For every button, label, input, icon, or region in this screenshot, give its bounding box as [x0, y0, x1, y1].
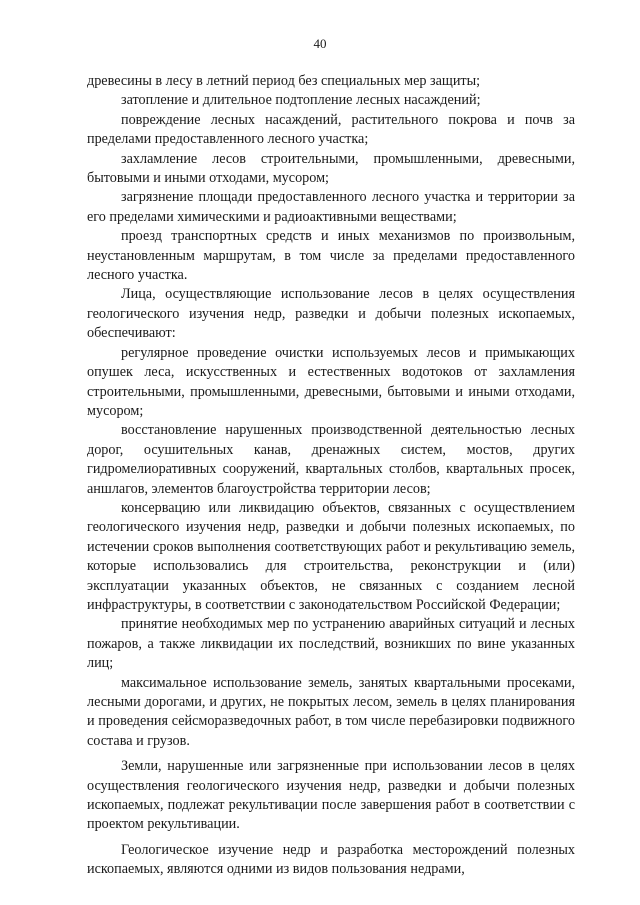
paragraph: Земли, нарушенные или загрязненные при использовании лесов в целях осуществления геологического изучения недр, разведки и добычи полезных ископаемых, подлежат рекультивации после завершения работ в соответствии с проектом рекультивации.	[87, 758, 575, 833]
paragraph: захламление лесов строительными, промышленными, древесными, бытовыми и иными отходами, мусором;	[87, 150, 575, 187]
paragraph: регулярное проведение очистки используемых лесов и примыкающих опушек леса, искусственных и естественных водотоков от захламления строительными, промышленными, древесными, бытовыми и иными отходами, мусором;	[87, 344, 575, 419]
paragraph: повреждение лесных насаждений, растительного покрова и почв за пределами предоставленного лесного участка;	[87, 111, 575, 148]
paragraph: Лица, осуществляющие использование лесов в целях осуществления геологического изучения недр, разведки и добычи полезных ископаемых, обеспечивают:	[87, 286, 575, 342]
paragraph: проезд транспортных средств и иных механизмов по произвольным, неустановленным маршрутам, в том числе за пределами предоставленного лесного участка.	[87, 228, 575, 284]
paragraph: древесины в лесу в летний период без специальных мер защиты;	[87, 73, 481, 89]
page-number: 40	[313, 36, 327, 51]
paragraph: принятие необходимых мер по устранению аварийных ситуаций и лесных пожаров, а также ликвидации их последствий, возникших по вине указанных лиц;	[87, 616, 575, 672]
document-body	[87, 72, 575, 880]
paragraph: затопление и длительное подтопление лесных насаждений;	[121, 92, 481, 109]
paragraph: консервацию или ликвидацию объектов, связанных с осуществлением геологического изучения недр, разведки и добычи полезных ископаемых, по истечении сроков выполнения соответствующих работ и рекультивацию земель, которые использовались для строительства, реконструкции и (или) эксплуатации указанных объектов, не связанных с созданием лесной инфраструктуры, в соответствии с законодательством Российской Федерации;	[87, 499, 575, 613]
paragraph: восстановление нарушенных производственной деятельностью лесных дорог, осушительных канав, дренажных систем, мостов, других гидромелиоративных сооружений, квартальных столбов, квартальных просек, аншлагов, элементов благоустройства территории лесов;	[87, 422, 575, 497]
paragraph: максимальное использование земель, занятых квартальными просеками, лесными дорогами, и других, не покрытых лесом, земель в целях планирования и проведения сейсморазведочных работ, в том числе перебазировки подвижного состава и грузов.	[87, 674, 575, 749]
paragraph: загрязнение площади предоставленного лесного участка и территории за его пределами химическими и радиоактивными веществами;	[87, 189, 575, 225]
paragraph: Геологическое изучение недр и разработка месторождений полезных ископаемых, являются одними из видов пользования недрами,	[87, 841, 575, 878]
